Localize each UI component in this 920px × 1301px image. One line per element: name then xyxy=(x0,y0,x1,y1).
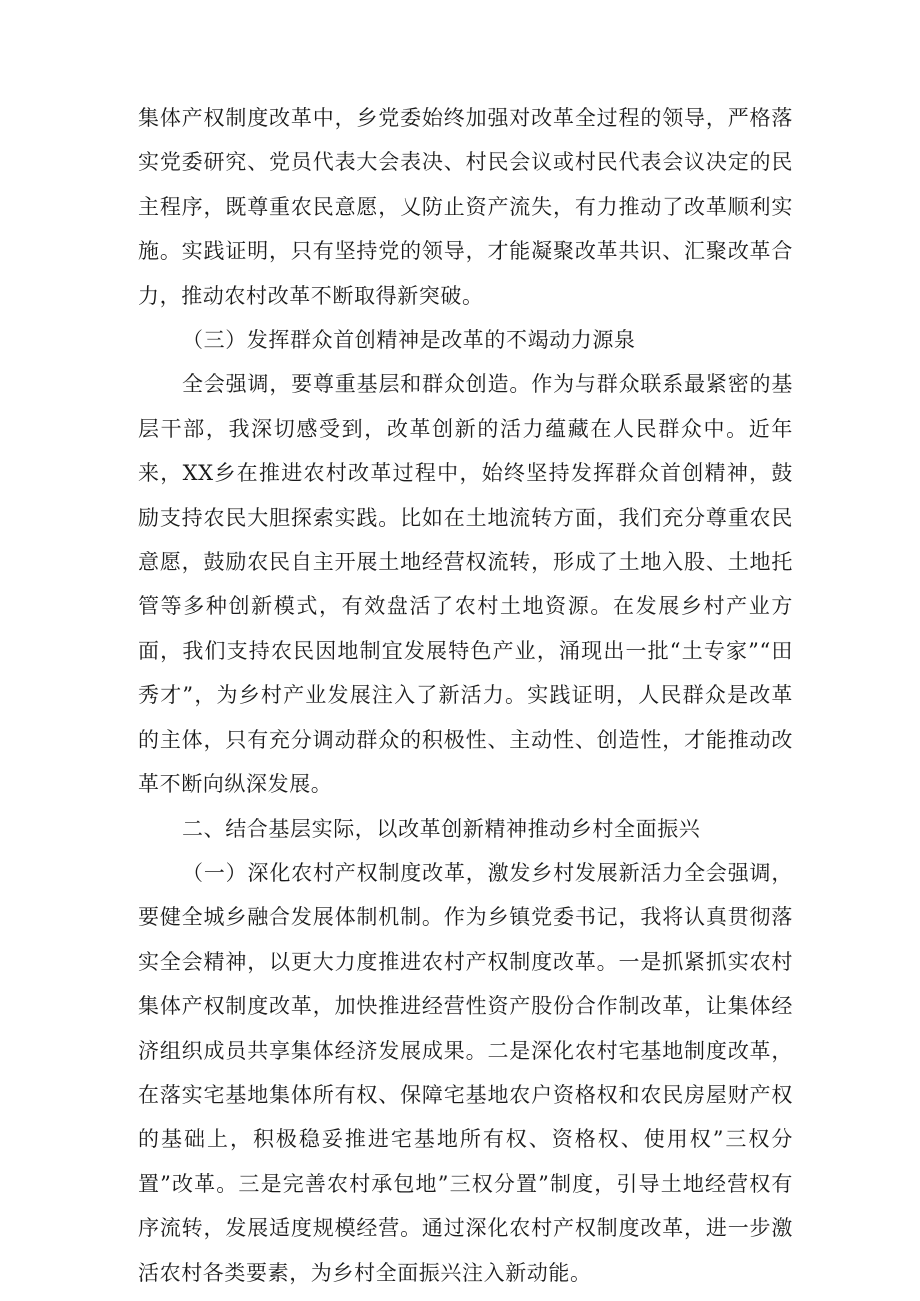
paragraph-property-reform: （一）深化农村产权制度改革，激发乡村发展新活力全会强调，要健全城乡融合发展体制机制。作为乡镇党委书记，我将认真贯彻落实全会精神，以更大力度推进农村产权制度改革。一是抓紧抓实农村集体产权制度改革，加快推进经营性资产股份合作制改革，让集体经济组织成员共享集体经济发展成果。二是深化农村宅基地制度改革，在落实宅基地集体所有权、保障宅基地农户资格权和农民房屋财产权的基础上，积极稳妥推进宅基地所有权、资格权、使用权”三权分置”改革。三是完善农村承包地”三权分置”制度，引导土地经营权有序流转，发展适度规模经营。通过深化农村产权制度改革，进一步激活农村各类要素，为乡村全面振兴注入新动能。 xyxy=(138,860,793,1285)
chapter-heading-two: 二、结合基层实际，以改革创新精神推动乡村全面振兴 xyxy=(182,816,701,841)
document-body xyxy=(138,96,793,1295)
paragraph-mass-initiative: 全会强调，要尊重基层和群众创造。作为与群众联系最紧密的基层干部，我深切感受到，改革创新的活力蕴藏在人民群众中。近年来，XX乡在推进农村改革过程中，始终坚持发挥群众首创精神，鼓励支持农民大胆探索实践。比如在土地流转方面，我们充分尊重农民意愿，鼓励农民自主开展土地经营权流转，形成了土地入股、土地托管等多种创新模式，有效盘活了农村土地资源。在发展乡村产业方面，我们支持农民因地制宜发展特色产业，涌现出一批“土专家”“田秀才”，为乡村产业发展注入了新活力。实践证明，人民群众是改革的主体，只有充分调动群众的积极性、主动性、创造性，才能推动改革不断向纵深发展。 xyxy=(138,372,793,797)
section-heading-three: （三）发挥群众首创精神是改革的不竭动力源泉 xyxy=(182,328,636,353)
paragraph-continuation: 集体产权制度改革中，乡党委始终加强对改革全过程的领导，严格落实党委研究、党员代表大会表决、村民会议或村民代表会议决定的民主程序，既尊重农民意愿，乂防止资产流失，有力推动了改革顺利实施。实践证明，只有坚持党的领导，才能凝聚改革共识、汇聚改革合力，推动农村改革不断取得新突破。 xyxy=(138,106,793,308)
